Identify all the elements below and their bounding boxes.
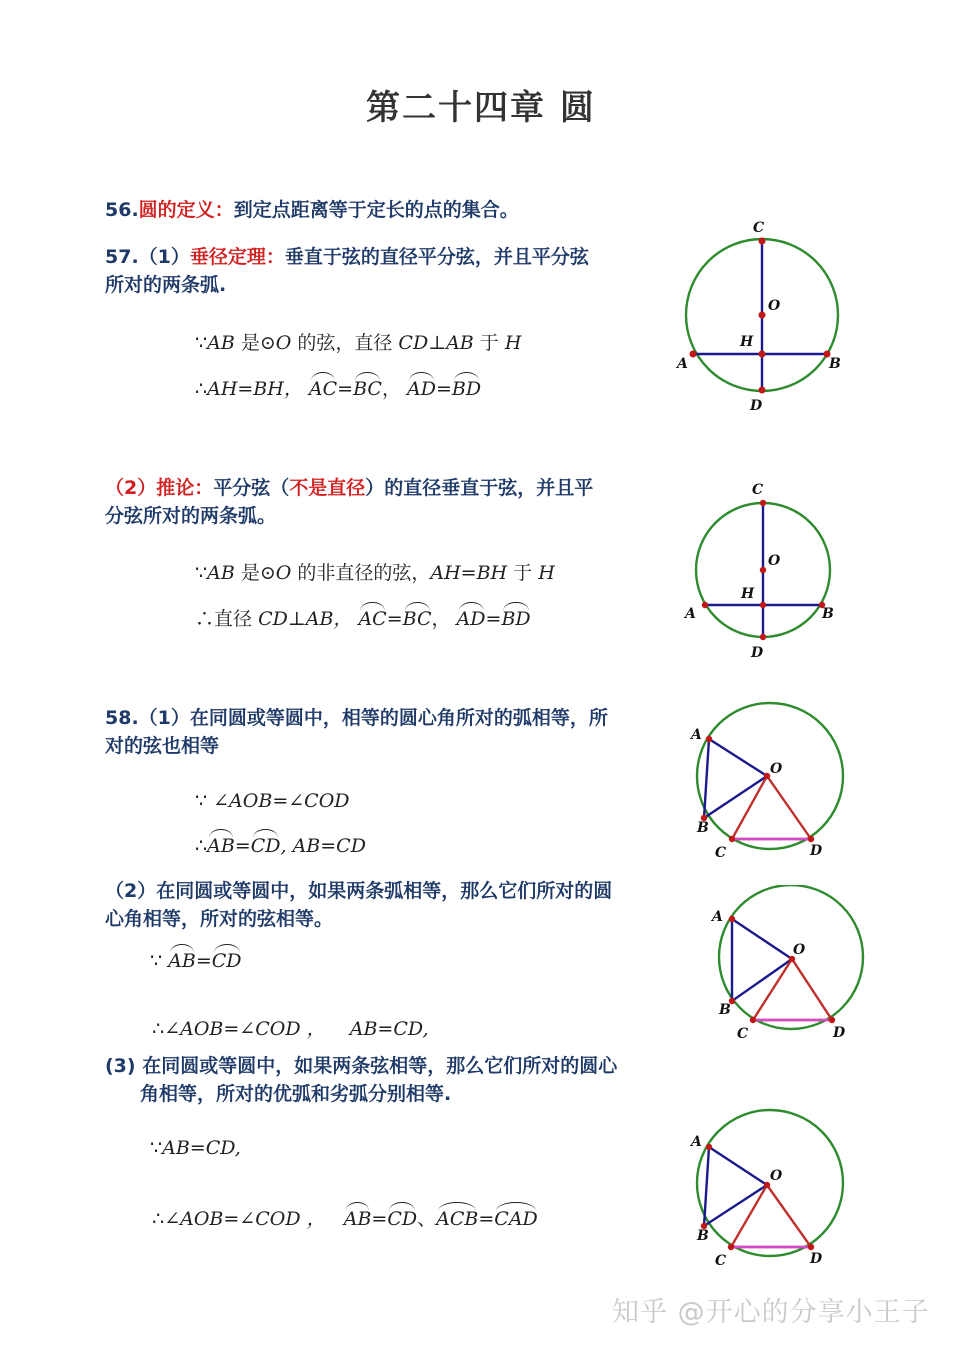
text-at: 于 — [507, 562, 539, 584]
section-56-term: 圆的定义： — [138, 199, 234, 221]
section-57-2-text-a: 平分弦（ — [213, 477, 290, 499]
section-57-1-text: 垂直于弦的直径平分弦，并且平分弦 — [284, 246, 589, 268]
equals: = — [371, 1208, 388, 1230]
equals: = — [195, 950, 212, 972]
section-56-number: 56. — [105, 199, 139, 221]
point-h: H — [538, 562, 555, 584]
section-56-text: 到定点距离等于定长的点的集合。 — [233, 199, 519, 221]
section-58-1-line2: 对的弦也相等 — [105, 735, 220, 757]
section-57-1-term: 垂径定理： — [189, 246, 285, 268]
label-o: O — [770, 1168, 783, 1184]
label-h: H — [740, 334, 754, 350]
point-d — [759, 387, 766, 394]
segment-cd: CD — [398, 332, 429, 354]
triangle-aob — [704, 739, 767, 818]
arc-ab: AB — [207, 835, 235, 857]
arc-bc: BC — [402, 608, 432, 630]
watermark: 知乎 @开心的分享小王子 — [612, 1297, 930, 1328]
arc-cad: CAD — [494, 1208, 538, 1230]
section-57-2-number: （2） — [105, 477, 157, 499]
segment-ab: AB — [446, 332, 474, 354]
label-c: C — [715, 1253, 727, 1269]
section-58-3-number: (3) — [105, 1055, 136, 1077]
label-o: O — [770, 761, 783, 777]
label-b: B — [697, 820, 709, 836]
label-b: B — [822, 606, 834, 622]
arc-ab: AB — [343, 1208, 372, 1230]
segment-ab: AB， — [305, 608, 353, 630]
section-58-2-line1: （2）在同圆或等圆中，如果两条弧相等，那么它们所对的圆 — [105, 880, 613, 902]
point-d — [808, 1244, 814, 1250]
label-b: B — [697, 1228, 709, 1244]
conclusion-58-2 — [140, 992, 429, 1041]
conclusion-58-1 — [195, 835, 366, 857]
triangle-aob — [704, 1147, 767, 1226]
section-56 — [105, 195, 519, 222]
point-h — [760, 602, 766, 608]
label-b: B — [829, 356, 841, 372]
conclusion-57-1 — [195, 374, 481, 401]
text-diameter: 直径 — [214, 608, 259, 630]
point-c — [759, 238, 766, 245]
because-symbol: ∵ — [150, 1137, 163, 1159]
arc-acb: ACB — [436, 1208, 479, 1230]
point-d — [760, 634, 766, 640]
segment-ab: AB — [207, 332, 235, 354]
point-o — [759, 312, 766, 319]
text-is: 是 — [234, 332, 260, 354]
equals: = — [478, 1208, 495, 1230]
label-c: C — [737, 1026, 749, 1042]
equals: = — [485, 608, 502, 630]
equation-ah-bh: AH=BH — [430, 562, 508, 584]
point-a — [729, 916, 735, 922]
figure-58-3 — [682, 1105, 862, 1275]
label-d: D — [750, 398, 763, 414]
equation-angles-chords: ∠AOB=∠COD ， AB=CD, — [164, 1018, 429, 1040]
point-c — [728, 1244, 734, 1250]
arc-bd: BD — [501, 608, 531, 630]
section-58-3-text: 在同圆或等圆中，如果两条弦相等，那么它们所对的圆心 — [142, 1055, 618, 1077]
label-o: O — [768, 553, 781, 569]
equals: = — [337, 378, 354, 400]
therefore-symbol: ∴ — [195, 835, 208, 857]
label-c: C — [753, 220, 765, 236]
point-d — [808, 836, 814, 842]
arc-ac: AC — [308, 378, 338, 400]
label-a: A — [691, 1134, 702, 1150]
point-a — [702, 602, 708, 608]
point-c — [760, 500, 766, 506]
figure-58-1 — [682, 700, 862, 870]
arc-ad: AD — [456, 608, 486, 630]
point-c — [750, 1017, 756, 1023]
given-57-2 — [195, 558, 555, 585]
therefore-symbol: ∴ — [195, 378, 208, 400]
conclusion-58-3 — [140, 1182, 538, 1231]
point-d — [829, 1017, 835, 1023]
triangle-cod — [753, 959, 832, 1020]
point-h — [759, 351, 766, 358]
segment-ab: AB — [207, 562, 235, 584]
section-58-2-line2: 心角相等，所对的弦相等。 — [105, 908, 334, 930]
point-a — [706, 1144, 712, 1150]
section-57-1-line1 — [105, 242, 589, 269]
given-57-1 — [195, 328, 521, 355]
separator: ， — [431, 608, 457, 630]
equation-angles: ∠AOB=∠COD ， — [164, 1208, 344, 1230]
section-58-3-line1 — [105, 1051, 617, 1078]
section-57-1-line2: 所对的两条弧. — [105, 274, 227, 296]
text-is: 是 — [234, 562, 260, 584]
figure-57-1 — [668, 218, 868, 418]
label-h: H — [741, 586, 755, 602]
label-o: O — [793, 942, 806, 958]
label-d: D — [751, 645, 764, 661]
point-o — [760, 567, 766, 573]
label-a: A — [677, 356, 688, 372]
equation-chords: AB=CD, — [162, 1137, 241, 1159]
section-57-2-text-b: ）的直径垂直于弦，并且平 — [365, 477, 594, 499]
section-57-2-line2: 分弦所对的两条弧。 — [105, 505, 277, 527]
label-c: C — [752, 482, 764, 498]
page-title: 第二十四章 圆 — [366, 88, 596, 128]
arc-cd: CD — [250, 835, 281, 857]
therefore-symbol: ∴ — [152, 1208, 165, 1230]
equals: = — [234, 835, 251, 857]
label-d: D — [810, 1251, 823, 1267]
point-h: H — [504, 332, 522, 354]
point-o: O — [275, 562, 292, 584]
section-57-2-term: 推论： — [156, 477, 214, 499]
point-o: O — [275, 332, 292, 354]
point-a — [706, 736, 712, 742]
label-d: D — [810, 843, 823, 859]
label-b: B — [719, 1002, 731, 1018]
given-58-1 — [195, 790, 350, 812]
perp-symbol: ⊥ — [287, 608, 306, 630]
because-symbol: ∵ — [195, 562, 208, 584]
equation-chords: , AB=CD — [280, 835, 366, 857]
text-at: 于 — [473, 332, 505, 354]
arc-cd: CD — [211, 950, 242, 972]
label-o: O — [768, 298, 781, 314]
arc-cd: CD — [387, 1208, 418, 1230]
point-a — [690, 351, 697, 358]
point-c — [729, 836, 735, 842]
circle-symbol: ⊙ — [259, 332, 276, 354]
text-chord-diameter: 的弦，直径 — [291, 332, 399, 354]
text-non-diameter: 的非直径的弦， — [291, 562, 431, 584]
label-d: D — [833, 1025, 846, 1041]
arc-ad: AD — [406, 378, 436, 400]
triangle-aob — [732, 919, 792, 1001]
section-57-2-line1 — [105, 473, 593, 500]
arc-bd: BD — [451, 378, 482, 400]
because-symbol: ∵ — [195, 790, 208, 812]
given-58-3 — [150, 1137, 241, 1159]
therefore-symbol: ∴ — [152, 1018, 165, 1040]
therefore-symbol: ∴ — [195, 608, 215, 630]
section-58-3-line2: 角相等，所对的优弧和劣弧分别相等. — [140, 1083, 452, 1105]
section-58-1-line1: 58.（1）在同圆或等圆中，相等的圆心角所对的弧相等，所 — [105, 707, 608, 729]
equals: = — [435, 378, 452, 400]
triangle-cod — [731, 1185, 811, 1247]
label-c: C — [715, 845, 727, 861]
figure-57-2 — [680, 478, 860, 668]
perp-symbol: ⊥ — [428, 332, 447, 354]
label-a: A — [685, 606, 696, 622]
segment-cd: CD — [258, 608, 288, 630]
section-57-1-number: 57.（1） — [105, 246, 190, 268]
label-a: A — [712, 909, 723, 925]
arc-ab: AB — [168, 950, 196, 972]
section-57-2-highlight: 不是直径 — [289, 477, 366, 499]
separator: 、 — [417, 1208, 437, 1230]
because-symbol: ∵ — [150, 950, 169, 972]
arc-bc: BC — [353, 378, 382, 400]
figure-58-2 — [700, 885, 880, 1045]
given-58-2 — [150, 950, 242, 972]
equation-ah-bh: AH=BH， — [207, 378, 303, 400]
arc-ac: AC — [358, 608, 387, 630]
equals: = — [386, 608, 403, 630]
circle-symbol: ⊙ — [259, 562, 276, 584]
because-symbol: ∵ — [195, 332, 208, 354]
conclusion-57-2 — [195, 604, 531, 631]
separator: ， — [381, 378, 407, 400]
label-a: A — [691, 727, 702, 743]
equation-angles: ∠AOB=∠COD — [207, 790, 350, 812]
triangle-cod — [732, 776, 811, 839]
